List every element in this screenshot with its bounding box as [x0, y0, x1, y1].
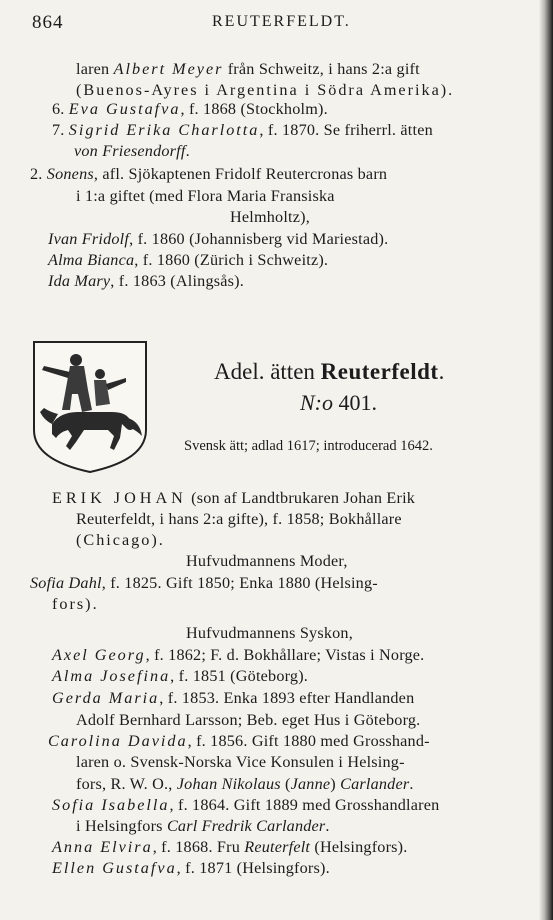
text-line: fors, R. W. O., Johan Nikolaus (Janne) Carlander. — [76, 775, 414, 793]
text-line: 7. Sigrid Erika Charlotta, f. 1870. Se friherrl. ätten — [52, 121, 433, 139]
text-line: Carolina Davida, f. 1856. Gift 1880 med Grosshand- — [48, 732, 430, 750]
text-line: laren Albert Meyer från Schweitz, i hans 2:a gift — [76, 60, 420, 78]
text-line: fors). — [52, 595, 99, 613]
coat-of-arms-icon — [30, 338, 150, 476]
text-line: ERIK JOHAN (son af Landtbrukaren Johan Erik — [52, 489, 416, 507]
text-line: Axel Georg, f. 1862; F. d. Bokhållare; Vistas i Norge. — [52, 646, 425, 664]
text-line: Ida Mary, f. 1863 (Alingsås). — [48, 272, 244, 290]
coat-of-arms-image — [30, 338, 150, 476]
text-line: Anna Elvira, f. 1868. Fru Reuterfelt (Helsingfors). — [52, 838, 408, 856]
text-line: 2. Sonens, afl. Sjökaptenen Fridolf Reutercronas barn — [30, 165, 388, 183]
text-line: Alma Josefina, f. 1851 (Göteborg). — [52, 667, 309, 685]
family-subtitle: Svensk ätt; adlad 1617; introducerad 1642. — [184, 438, 433, 454]
family-title: Adel. ätten Reuterfeldt. — [214, 359, 445, 384]
text-line: (Chicago). — [76, 531, 165, 549]
text-line: Helmholtz), — [230, 208, 310, 226]
text-line: Sofia Isabella, f. 1864. Gift 1889 med Grosshandlaren — [52, 796, 440, 814]
text-line: Sofia Dahl, f. 1825. Gift 1850; Enka 1880 (Helsing- — [30, 574, 378, 592]
text-line: (Buenos-Ayres i Argentina i Södra Amerika). — [76, 81, 455, 99]
section-heading: Hufvudmannens Syskon, — [186, 624, 353, 642]
text-line: Gerda Maria, f. 1853. Enka 1893 efter Handlanden — [52, 689, 415, 707]
page-edge-shadow — [539, 0, 553, 920]
text-line: i Helsingfors Carl Fredrik Carlander. — [76, 817, 330, 835]
text-line: i 1:a giftet (med Flora Maria Fransiska — [76, 187, 335, 205]
page-header — [32, 12, 512, 34]
text-line: von Friesendorff. — [74, 142, 190, 160]
text-line: laren o. Svensk-Norska Vice Konsulen i Helsing- — [76, 753, 405, 771]
text-line: Adolf Bernhard Larsson; Beb. eget Hus i Göteborg. — [76, 711, 421, 729]
text-line: 6. Eva Gustafva, f. 1868 (Stockholm). — [52, 100, 328, 118]
section-heading: Hufvudmannens Moder, — [186, 552, 348, 570]
text-line: Ellen Gustafva, f. 1871 (Helsingfors). — [52, 859, 330, 877]
page-number: 864 — [32, 12, 64, 33]
text-line: Reuterfeldt, i hans 2:a gifte), f. 1858; Bokhållare — [76, 510, 402, 528]
text-line: Alma Bianca, f. 1860 (Zürich i Schweitz). — [48, 251, 329, 269]
running-title: REUTERFELDT. — [212, 13, 351, 30]
text-line: Ivan Fridolf, f. 1860 (Johannisberg vid Mariestad). — [48, 230, 389, 248]
family-number: N:o 401. — [300, 390, 377, 415]
